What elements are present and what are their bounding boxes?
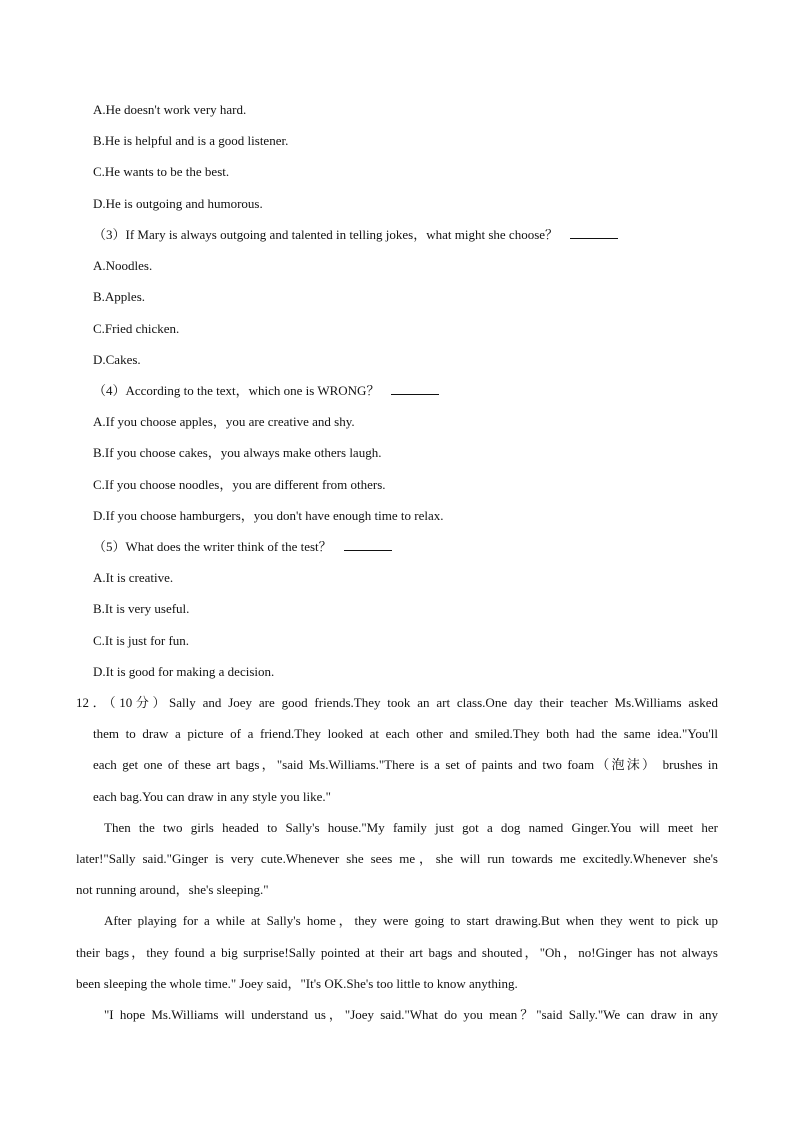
question-4	[93, 383, 439, 399]
option-a-q2: A.He doesn't work very hard.	[93, 102, 247, 117]
option-d-q5: D.It is good for making a decision.	[93, 664, 275, 679]
passage-line: been sleeping the whole time." Joey said，"It's OK.She's too little to know anything.	[76, 976, 518, 991]
question-5-stem: （5）What does the writer think of the test？	[93, 539, 332, 554]
passage-line: them to draw a picture of a friend.They looked at each other and smiled.They both had the same idea."You'll	[93, 726, 718, 741]
passage-line: After playing for a while at Sally's home，they were going to start drawing.But when they went to pick up	[104, 913, 718, 928]
answer-blank	[344, 540, 392, 551]
option-d-q3: D.Cakes.	[93, 352, 141, 367]
option-b-q3: B.Apples.	[93, 289, 145, 304]
passage-line: 12．（10分）Sally and Joey are good friends.They took an art class.One day their teacher Ms.Williams asked	[76, 695, 718, 710]
passage-line: each get one of these art bags，"said Ms.Williams."There is a set of paints and two foam（泡沫） brushes in	[93, 757, 718, 772]
option-a-q5: A.It is creative.	[93, 570, 174, 585]
question-3	[93, 227, 618, 243]
question-5	[93, 539, 392, 555]
option-a-q4: A.If you choose apples，you are creative and shy.	[93, 414, 355, 429]
option-c-q4: C.If you choose noodles，you are different from others.	[93, 477, 386, 492]
question-4-stem: （4）According to the text，which one is WRONG？	[93, 383, 380, 398]
passage-line: Then the two girls headed to Sally's house."My family just got a dog named Ginger.You will meet her	[104, 820, 718, 835]
option-b-q5: B.It is very useful.	[93, 601, 190, 616]
option-b-q2: B.He is helpful and is a good listener.	[93, 133, 289, 148]
option-d-q4: D.If you choose hamburgers，you don't have enough time to relax.	[93, 508, 444, 523]
option-a-q3: A.Noodles.	[93, 258, 153, 273]
passage-line: their bags，they found a big surprise!Sally pointed at their art bags and shouted，"Oh，no!Ginger has not always	[76, 945, 718, 960]
passage-line: each bag.You can draw in any style you like."	[93, 789, 331, 804]
option-c-q5: C.It is just for fun.	[93, 633, 190, 648]
option-c-q2: C.He wants to be the best.	[93, 164, 230, 179]
question-3-stem: （3）If Mary is always outgoing and talented in telling jokes，what might she choose？	[93, 227, 559, 242]
option-c-q3: C.Fried chicken.	[93, 321, 180, 336]
answer-blank	[391, 384, 439, 395]
answer-blank	[570, 228, 618, 239]
passage-line: not running around，she's sleeping."	[76, 882, 269, 897]
passage-line: later!"Sally said."Ginger is very cute.Whenever she sees me，she will run towards me excitedly.Whenever she's	[76, 851, 718, 866]
passage-line: "I hope Ms.Williams will understand us，"Joey said."What do you mean？"said Sally."We can draw in any	[104, 1007, 718, 1022]
option-b-q4: B.If you choose cakes，you always make others laugh.	[93, 445, 382, 460]
option-d-q2: D.He is outgoing and humorous.	[93, 196, 263, 211]
